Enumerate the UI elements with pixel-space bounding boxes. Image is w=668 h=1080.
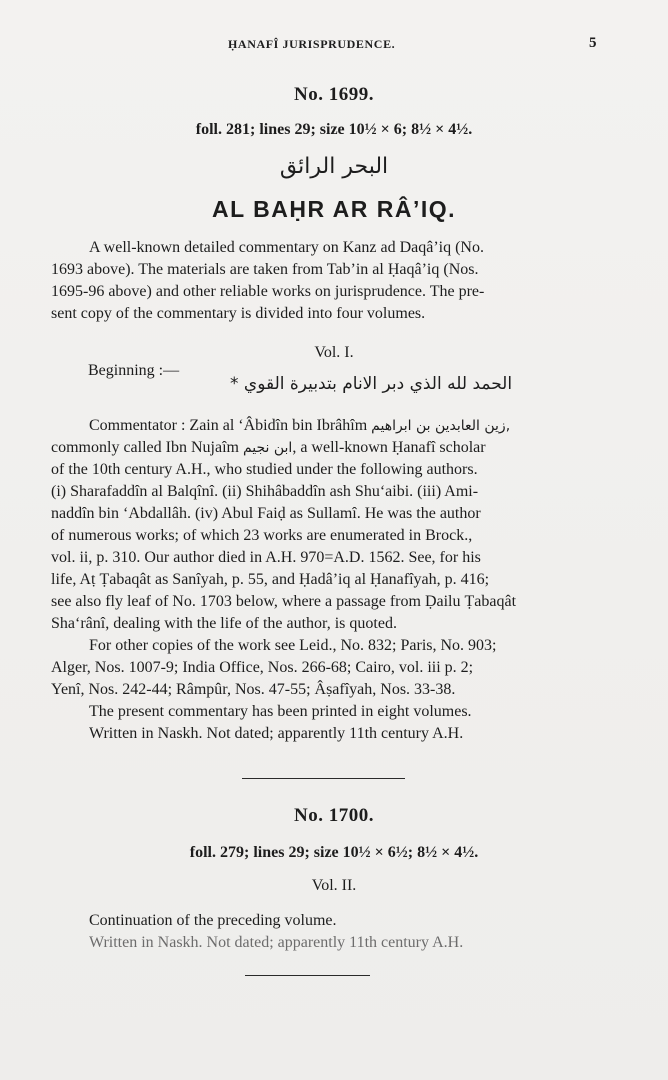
running-title: ḤANAFÎ JURISPRUDENCE. (228, 37, 396, 51)
commentator-line: (i) Sharafaddîn al Balqînî. (ii) Shihâbaddîn ash Shu‘aibi. (iii) Ami- (51, 483, 479, 500)
commentator-text: , a well-known Ḥanafî scholar (292, 439, 486, 456)
description-paragraph (51, 237, 603, 325)
description-line: 1693 above). The materials are taken from Tab’in al Ḥaqâ’iq (Nos. (51, 261, 479, 278)
commentator-text: commonly called Ibn Nujaîm (51, 439, 239, 456)
commentator-line (51, 437, 603, 459)
written-note-1700: Written in Naskh. Not dated; apparently 11th century A.H. (89, 934, 464, 951)
commentator-line (51, 415, 603, 437)
running-header (0, 37, 668, 57)
description-line: A well-known detailed commentary on Kanz ad Daqâ’iq (No. (89, 239, 484, 256)
foll-line-1699: foll. 281; lines 29; size 10½ × 6; 8½ × 4½. (195, 121, 473, 138)
commentator-line: of the 10th century A.H., who studied under the following authors. (51, 461, 478, 478)
other-copies-line: For other copies of the work see Leid., No. 832; Paris, No. 903; (89, 637, 497, 654)
commentator-arabic-name: زين العابدين بن ابراهيم, (371, 418, 511, 434)
commentator-line: naddîn bin ‘Abdallâh. (iv) Abul Faiḍ as Sullamî. He was the author (51, 505, 481, 522)
other-copies-line: Alger, Nos. 1007-9; India Office, Nos. 266-68; Cairo, vol. iii p. 2; (51, 659, 474, 676)
foll-line-1700: foll. 279; lines 29; size 10½ × 6½; 8½ × 4½. (189, 844, 479, 861)
entry-number-1699: No. 1699. (294, 84, 374, 105)
commentator-line: life, Aṭ Ṭabaqât as Sanîyah, p. 55, and Ḥadâ’iq al Ḥanafîyah, p. 416; (51, 571, 490, 588)
commentator-text: Commentator : Zain al ‘Âbidîn bin Ibrâhîm (89, 417, 368, 434)
arabic-title: البحر الرائق (279, 154, 389, 179)
commentator-line: of numerous works; of which 23 works are enumerated in Brock., (51, 527, 473, 544)
description-line: 1695-96 above) and other reliable works on jurisprudence. The pre- (51, 283, 485, 300)
commentator-paragraph (51, 415, 603, 745)
commentator-line: vol. ii, p. 310. Our author died in A.H. 970=A.D. 1562. See, for his (51, 549, 481, 566)
commentator-arabic-kunya: ابن نجيم (242, 440, 293, 456)
page-number: 5 (589, 35, 597, 51)
other-copies-line: Yenî, Nos. 242-44; Râmpûr, Nos. 47-55; Âṣafîyah, Nos. 33-38. (51, 681, 456, 698)
commentator-line: see also fly leaf of No. 1703 below, where a passage from Ḍailu Ṭabaqât (51, 593, 517, 610)
section-divider (242, 778, 405, 779)
end-divider (245, 975, 370, 976)
continuation-note: Continuation of the preceding volume. (89, 912, 337, 929)
entry-number-1700: No. 1700. (294, 805, 374, 826)
description-line: sent copy of the commentary is divided into four volumes. (51, 305, 426, 322)
beginning-label: Beginning :— (88, 362, 180, 379)
volume-heading-1: Vol. I. (314, 344, 354, 361)
continuation-paragraph (51, 910, 603, 954)
written-note-1699: Written in Naskh. Not dated; apparently 11th century A.H. (89, 725, 464, 742)
printed-note: The present commentary has been printed in eight volumes. (89, 703, 472, 720)
commentator-line: Sha‘rânî, dealing with the life of the author, is quoted. (51, 615, 397, 632)
volume-heading-2: Vol. II. (311, 877, 357, 894)
beginning-arabic-text: الحمد لله الذي دبر الانام بتدبيرة القوي * (230, 374, 513, 394)
work-title: AL BAḤR AR RÂ’IQ. (212, 196, 456, 222)
